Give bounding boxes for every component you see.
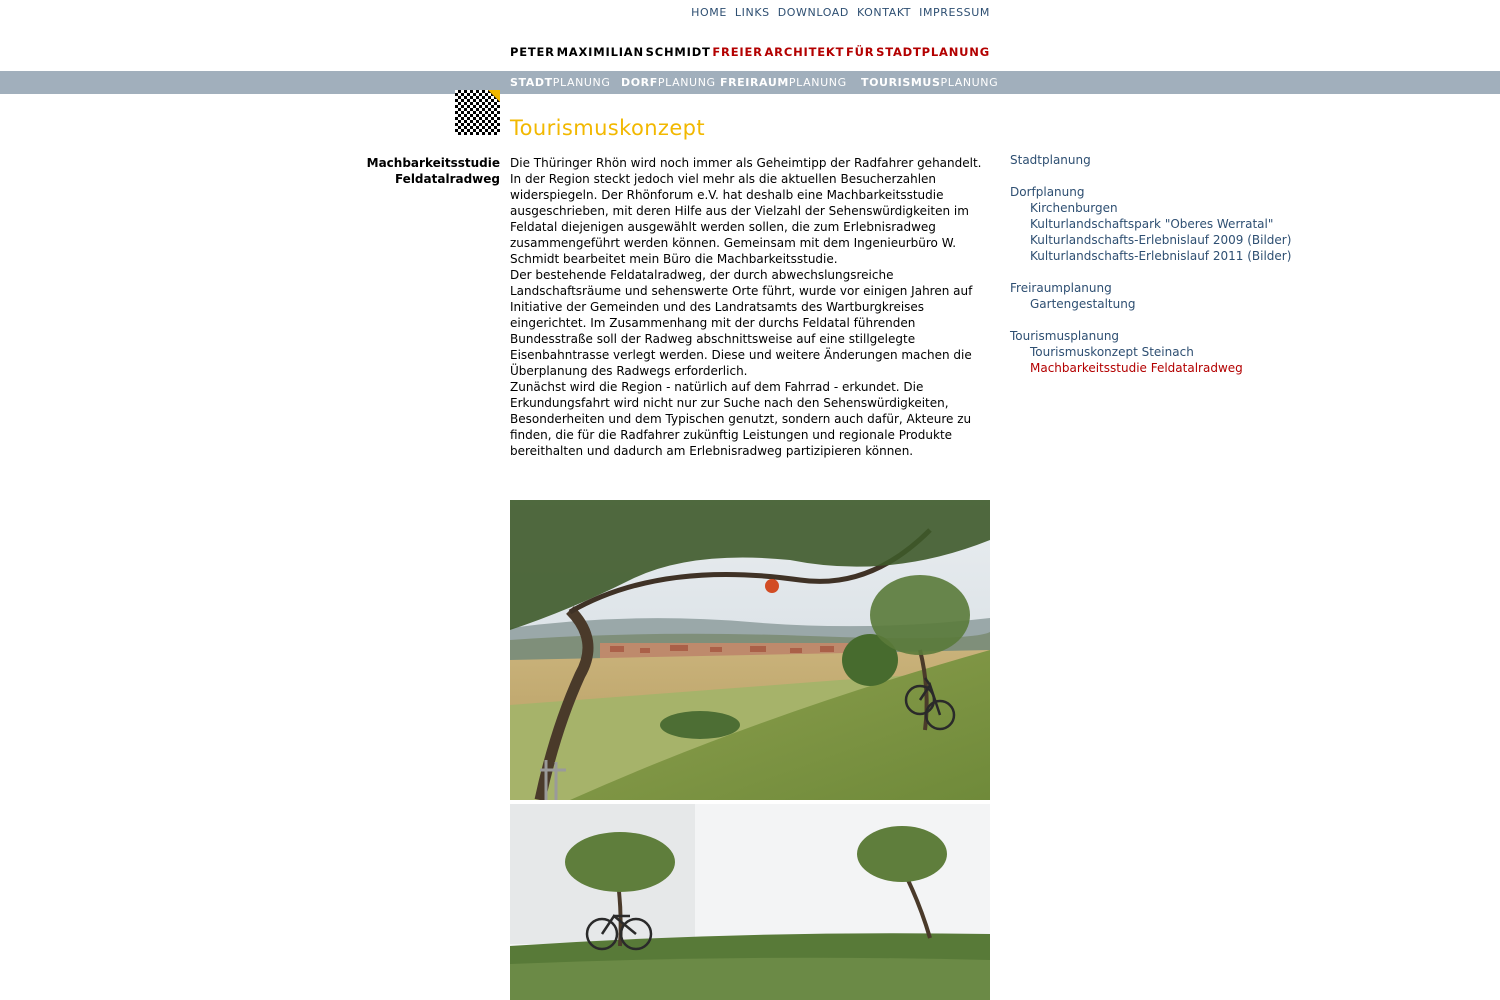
sitemap-gartengestaltung-link[interactable]: Gartengestaltung bbox=[1030, 297, 1136, 311]
category-bold: STADT bbox=[510, 76, 553, 89]
left-tree-canopy bbox=[565, 832, 675, 892]
page-title: Tourismuskonzept bbox=[510, 116, 706, 140]
category-bold: DORF bbox=[621, 76, 658, 89]
sitemap bbox=[1010, 152, 1330, 392]
brand-word: FREIER bbox=[712, 45, 763, 59]
nav-links-link[interactable]: LINKS bbox=[734, 6, 770, 19]
nav-impressum-link[interactable]: IMPRESSUM bbox=[919, 6, 990, 19]
brand-word: STADTPLANUNG bbox=[876, 45, 990, 59]
article-body bbox=[510, 155, 990, 459]
sitemap-tourismuskonzept-steinach-link[interactable]: Tourismuskonzept Steinach bbox=[1030, 345, 1194, 359]
side-caption-line: Machbarkeitsstudie bbox=[366, 156, 500, 170]
category-rest: PLANUNG bbox=[788, 76, 847, 89]
sitemap-erlebnislauf-2009-link[interactable]: Kulturlandschafts-Erlebnislauf 2009 (Bilder) bbox=[1030, 233, 1292, 247]
right-tree-canopy bbox=[857, 826, 947, 882]
category-tourismusplanung-link[interactable] bbox=[861, 76, 998, 89]
paragraph: Zunächst wird die Region - natürlich auf dem Fahrrad - erkundet. Die Erkundungsfahrt wird nicht nur zur Suche nach den Sehenswürdigkeiten, Besonderheiten und dem Typischen genutzt, sondern auch dafür, Akteure zu finden, die für die Radfahrer zukünftig Leistungen und regionale Produkte bereithalten und dadurch am Erlebnisradweg partizipieren können. bbox=[510, 380, 972, 458]
brand-tagline bbox=[510, 45, 990, 59]
sitemap-kirchenburgen-link[interactable]: Kirchenburgen bbox=[1030, 201, 1118, 215]
category-rest: PLANUNG bbox=[940, 76, 999, 89]
sitemap-erlebnislauf-2011-link[interactable]: Kulturlandschafts-Erlebnislauf 2011 (Bilder) bbox=[1030, 249, 1292, 263]
side-caption bbox=[300, 155, 500, 187]
sitemap-dorfplanung-link[interactable]: Dorfplanung bbox=[1010, 185, 1085, 199]
grass-foreground bbox=[510, 958, 990, 1000]
sitemap-kulturlandschaftspark-link[interactable]: Kulturlandschaftspark "Oberes Werratal" bbox=[1030, 217, 1274, 231]
sitemap-stadtplanung-link[interactable]: Stadtplanung bbox=[1010, 153, 1091, 167]
brand-word: ARCHITEKT bbox=[764, 45, 845, 59]
brand-word: SCHMIDT bbox=[645, 45, 711, 59]
nav-home-link[interactable]: HOME bbox=[691, 6, 727, 19]
category-rest: PLANUNG bbox=[552, 76, 611, 89]
hill-trees-photo bbox=[510, 804, 990, 1000]
paragraph: Die Thüringer Rhön wird noch immer als Geheimtipp der Radfahrer gehandelt. In der Region steckt jedoch viel mehr als die aktuellen Besucherzahlen widerspiegeln. Der Rhönforum e.V. hat deshalb eine Machbarkeitsstudie ausgeschrieben, mit deren Hilfe aus der Vielzahl der Sehenswürdigkeiten im Feldatal diejenigen ausgewählt werden sollen, die zum Erlebnisradweg zusammengeführt werden können. Gemeinsam mit dem Ingenieurbüro W. Schmidt bearbeitet mein Büro die Machbarkeitsstudie. bbox=[510, 156, 982, 266]
logo-corner-icon bbox=[488, 90, 500, 102]
small-tree-canopy bbox=[870, 575, 970, 655]
sitemap-group-tourismusplanung bbox=[1010, 328, 1330, 376]
nav-download-link[interactable]: DOWNLOAD bbox=[777, 6, 849, 19]
category-freiraumplanung-link[interactable] bbox=[720, 76, 847, 89]
brand-word: FÜR bbox=[845, 45, 875, 59]
category-bold: FREIRAUM bbox=[720, 76, 789, 89]
landscape-photo bbox=[510, 500, 990, 800]
brand-word: PETER bbox=[510, 45, 555, 59]
sitemap-group-dorfplanung bbox=[1010, 184, 1330, 264]
sitemap-machbarkeitsstudie-link[interactable]: Machbarkeitsstudie Feldatalradweg bbox=[1030, 361, 1243, 375]
sitemap-group-stadtplanung bbox=[1010, 152, 1330, 168]
nav-kontakt-link[interactable]: KONTAKT bbox=[856, 6, 912, 19]
sitemap-group-freiraumplanung bbox=[1010, 280, 1330, 312]
brand-word: MAXIMILIAN bbox=[556, 45, 644, 59]
sitemap-tourismusplanung-link[interactable]: Tourismusplanung bbox=[1010, 329, 1120, 343]
side-caption-line: Feldatalradweg bbox=[394, 172, 500, 186]
paragraph: Der bestehende Feldatalradweg, der durch abwechslungsreiche Landschaftsräume und sehenswerte Orte führt, wurde vor einigen Jahren auf Initiative der Gemeinden und des Landratsamts des Wartburgkreises eingerichtet. Im Zusammenhang mit der durchs Feldatal führenden Bundesstraße soll der Radweg abschnittsweise auf eine stillgelegte Eisenbahntrasse verlegt werden. Diese und weitere Änderungen machen die Überplanung des Radwegs erforderlich. bbox=[510, 268, 973, 378]
category-dorfplanung-link[interactable] bbox=[621, 76, 716, 89]
hedge bbox=[660, 711, 740, 739]
apple bbox=[765, 579, 779, 593]
category-bold: TOURISMUS bbox=[861, 76, 941, 89]
sitemap-freiraumplanung-link[interactable]: Freiraumplanung bbox=[1010, 281, 1112, 295]
category-rest: PLANUNG bbox=[657, 76, 716, 89]
top-navigation bbox=[691, 6, 990, 19]
category-stadtplanung-link[interactable] bbox=[510, 76, 611, 89]
